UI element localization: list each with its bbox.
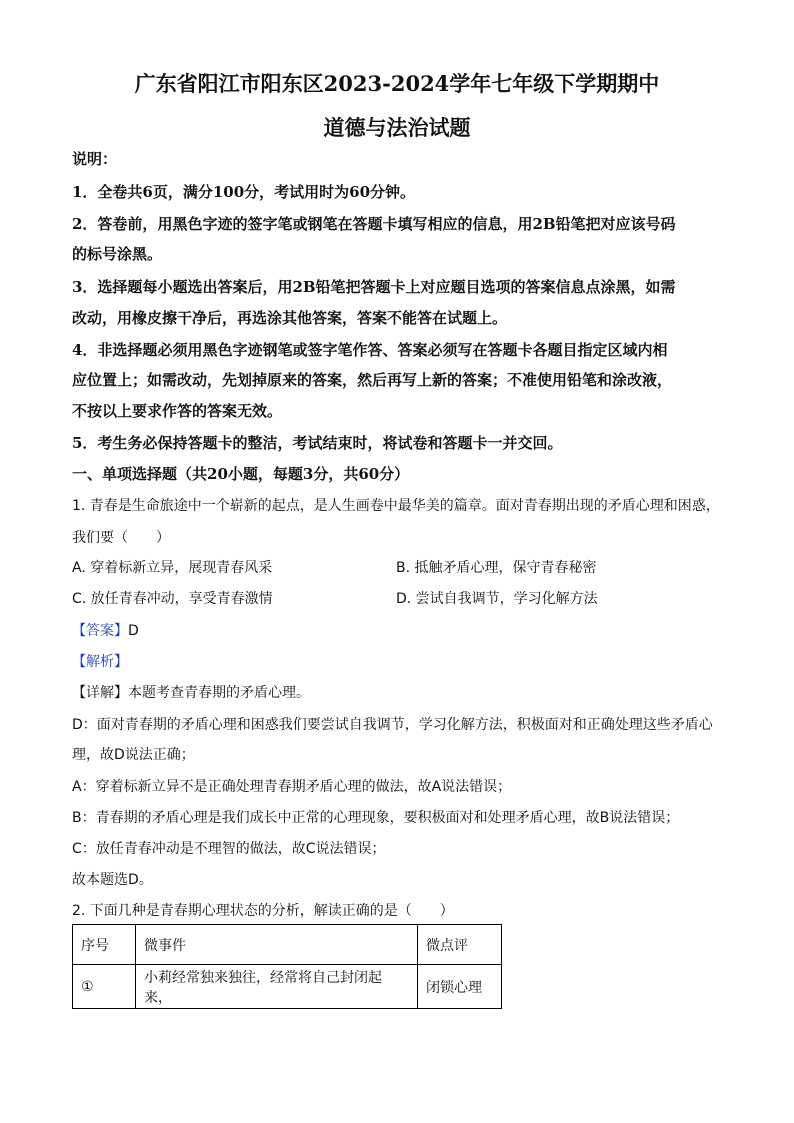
table-header-cell: 微点评: [418, 925, 502, 965]
detail-line: 理，故D说法正确；: [72, 747, 195, 763]
section-heading: 一、单项选择题（共20小题，每题3分，共60分）: [72, 465, 410, 483]
table-header-row: [73, 925, 502, 965]
instruction-line: 改动，用橡皮擦干净后，再选涂其他答案，答案不能答在试题上。: [72, 309, 508, 327]
detail-line: A：穿着标新立异不是正确处理青春期矛盾心理的做法，故A说法错误；: [72, 779, 512, 795]
table-header-cell: 序号: [73, 925, 136, 965]
instruction-line: 的标号涂黑。: [72, 245, 163, 263]
instruction-line: 2．答卷前，用黑色字迹的签字笔或钢笔在答题卡填写相应的信息，用2B铅笔把对应该号码: [72, 215, 676, 233]
table-cell: 小莉经常独来独往，经常将自己封闭起来，: [136, 965, 418, 1009]
answer-line: [72, 620, 139, 640]
answer-value: D: [128, 623, 139, 639]
option-c: C. 放任青春冲动，享受青春激情: [72, 591, 273, 607]
analysis-tag: 【解析】: [72, 654, 128, 670]
detail-line: D：面对青春期的矛盾心理和困惑我们要尝试自我调节，学习化解方法，积极面对和正确处理这些矛盾心: [72, 717, 713, 733]
detail-line: B：青春期的矛盾心理是我们成长中正常的心理现象，要积极面对和处理矛盾心理，故B说法错误；: [72, 810, 680, 826]
instruction-line: 应位置上；如需改动，先划掉原来的答案，然后再写上新的答案；不准使用铅笔和涂改液，: [72, 371, 673, 389]
instructions-heading: 说明：: [72, 150, 118, 168]
question-1-stem: 1. 青春是生命旅途中一个崭新的起点，是人生画卷中最华美的篇章。面对青春期出现的矛盾心理和困惑，: [72, 498, 720, 514]
question-1-stem-cont: 我们要（ ）: [72, 530, 170, 546]
question-2-stem: 2. 下面几种是青春期心理状态的分析，解读正确的是（ ）: [72, 903, 454, 919]
detail-line: 【详解】本题考查青春期的矛盾心理。: [72, 685, 310, 701]
detail-line: C：放任青春冲动是不理智的做法，故C说法错误；: [72, 841, 386, 857]
exam-title: 广东省阳江市阳东区2023-2024学年七年级下学期期中: [134, 71, 660, 96]
micro-event-table: [72, 924, 502, 1009]
table-header-cell: 微事件: [136, 925, 418, 965]
answer-tag: 【答案】: [72, 623, 128, 639]
detail-line: 故本题选D。: [72, 872, 153, 888]
instruction-line: 3．选择题每小题选出答案后，用2B铅笔把答题卡上对应题目选项的答案信息点涂黑，如需: [72, 278, 676, 296]
exam-subtitle: 道德与法治试题: [323, 115, 471, 140]
option-d: D. 尝试自我调节，学习化解方法: [396, 591, 598, 607]
option-a: A. 穿着标新立异，展现青春风采: [72, 560, 273, 576]
instruction-line: 5．考生务必保持答题卡的整洁，考试结束时，将试卷和答题卡一并交回。: [72, 434, 563, 452]
table-cell: ①: [73, 965, 136, 1009]
instruction-line: 1．全卷共6页，满分100分，考试用时为60分钟。: [72, 183, 416, 201]
instruction-line: 4．非选择题必须用黑色字迹钢笔或签字笔作答、答案必须写在答题卡各题目指定区域内相: [72, 341, 668, 359]
table-cell: 闭锁心理: [418, 965, 502, 1009]
option-b: B. 抵触矛盾心理，保守青春秘密: [396, 560, 597, 576]
instruction-line: 不按以上要求作答的答案无效。: [72, 402, 283, 420]
table-row: [73, 965, 502, 1009]
